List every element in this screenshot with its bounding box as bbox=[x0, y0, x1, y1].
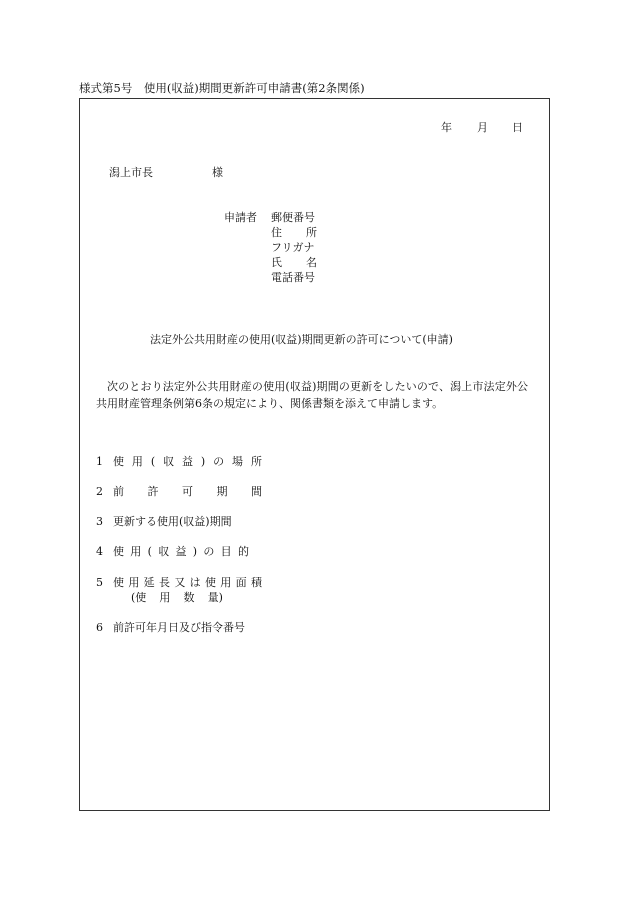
label-char: 的 bbox=[237, 545, 249, 558]
subject-title: 法定外公共用財産の使用(収益)期間更新の許可について(申請) bbox=[150, 333, 453, 346]
label-char: 数 bbox=[183, 591, 195, 604]
label-char: 益 bbox=[181, 455, 193, 468]
address-label bbox=[271, 226, 317, 240]
applicant-label: 申請者 bbox=[224, 211, 257, 224]
label-char: 用 bbox=[220, 576, 232, 589]
label-char: 益 bbox=[175, 545, 187, 558]
date-month: 月 bbox=[477, 121, 488, 134]
date-day: 日 bbox=[512, 121, 523, 134]
label-char: 収 bbox=[163, 455, 175, 468]
label-char: 用 bbox=[130, 545, 142, 558]
label-char: 目 bbox=[220, 545, 232, 558]
label-char: 使 bbox=[113, 545, 124, 558]
item-label: 前許可年月日及び指令番号 bbox=[113, 621, 245, 634]
name-label-char: 名 bbox=[306, 256, 317, 269]
label-char: ) bbox=[192, 545, 198, 558]
postal-code-label: 郵便番号 bbox=[271, 211, 315, 224]
label-char: ( bbox=[150, 455, 156, 468]
label-char: ) bbox=[200, 455, 206, 468]
item-label: 更新する使用(収益)期間 bbox=[113, 515, 232, 528]
address-label-char: 住 bbox=[271, 226, 282, 239]
label-char: 所 bbox=[250, 455, 262, 468]
label-char: 可 bbox=[182, 485, 193, 498]
item-number: 1 bbox=[96, 455, 103, 468]
label-char: 収 bbox=[158, 545, 170, 558]
label-char: 用 bbox=[128, 576, 140, 589]
item-number: 2 bbox=[96, 485, 103, 498]
label-char: の bbox=[203, 545, 215, 558]
phone-label: 電話番号 bbox=[271, 271, 315, 284]
label-char: (使 bbox=[131, 591, 147, 604]
address-label-char: 所 bbox=[306, 226, 317, 239]
addressee-name: 潟上市長 bbox=[109, 166, 153, 179]
label-char: 長 bbox=[158, 576, 170, 589]
item-number: 6 bbox=[96, 621, 103, 634]
label-char: 許 bbox=[147, 485, 159, 498]
label-char: 間 bbox=[251, 485, 262, 498]
label-char: 使 bbox=[204, 576, 216, 589]
label-char: 又 bbox=[174, 576, 186, 589]
label-char: は bbox=[189, 576, 201, 589]
label-char: 面 bbox=[235, 576, 247, 589]
name-label-char: 氏 bbox=[271, 256, 282, 269]
label-char: 量) bbox=[207, 591, 223, 604]
label-char: 用 bbox=[131, 455, 143, 468]
form-title: 様式第5号 使用(収益)期間更新許可申請書(第2条関係) bbox=[79, 81, 365, 95]
name-label bbox=[271, 256, 317, 270]
item-label bbox=[113, 485, 262, 499]
addressee-honorific: 様 bbox=[212, 166, 223, 179]
furigana-label: フリガナ bbox=[271, 241, 315, 254]
label-char: 用 bbox=[159, 591, 171, 604]
label-char: ( bbox=[147, 545, 152, 558]
item-number: 3 bbox=[96, 515, 103, 528]
item-label bbox=[113, 576, 262, 590]
item-label bbox=[113, 545, 249, 559]
item-number: 4 bbox=[96, 545, 103, 558]
item-number: 5 bbox=[96, 576, 103, 589]
label-char: 使 bbox=[113, 576, 124, 589]
label-char: 場 bbox=[232, 455, 244, 468]
label-char: 期 bbox=[216, 485, 228, 498]
label-char: 積 bbox=[250, 576, 262, 589]
date-year: 年 bbox=[441, 121, 452, 134]
label-char: 前 bbox=[113, 485, 124, 498]
label-char: 使 bbox=[113, 455, 124, 468]
label-char: 延 bbox=[143, 576, 155, 589]
item-label bbox=[113, 455, 262, 469]
label-char: の bbox=[213, 455, 225, 468]
body-paragraph: 次のとおり法定外公共用財産の使用(収益)期間の更新をしたいので、潟上市法定外公共用財産管理条例第6条の規定により、関係書類を添えて申請します。 bbox=[96, 380, 528, 410]
item-sub-label bbox=[131, 591, 223, 605]
